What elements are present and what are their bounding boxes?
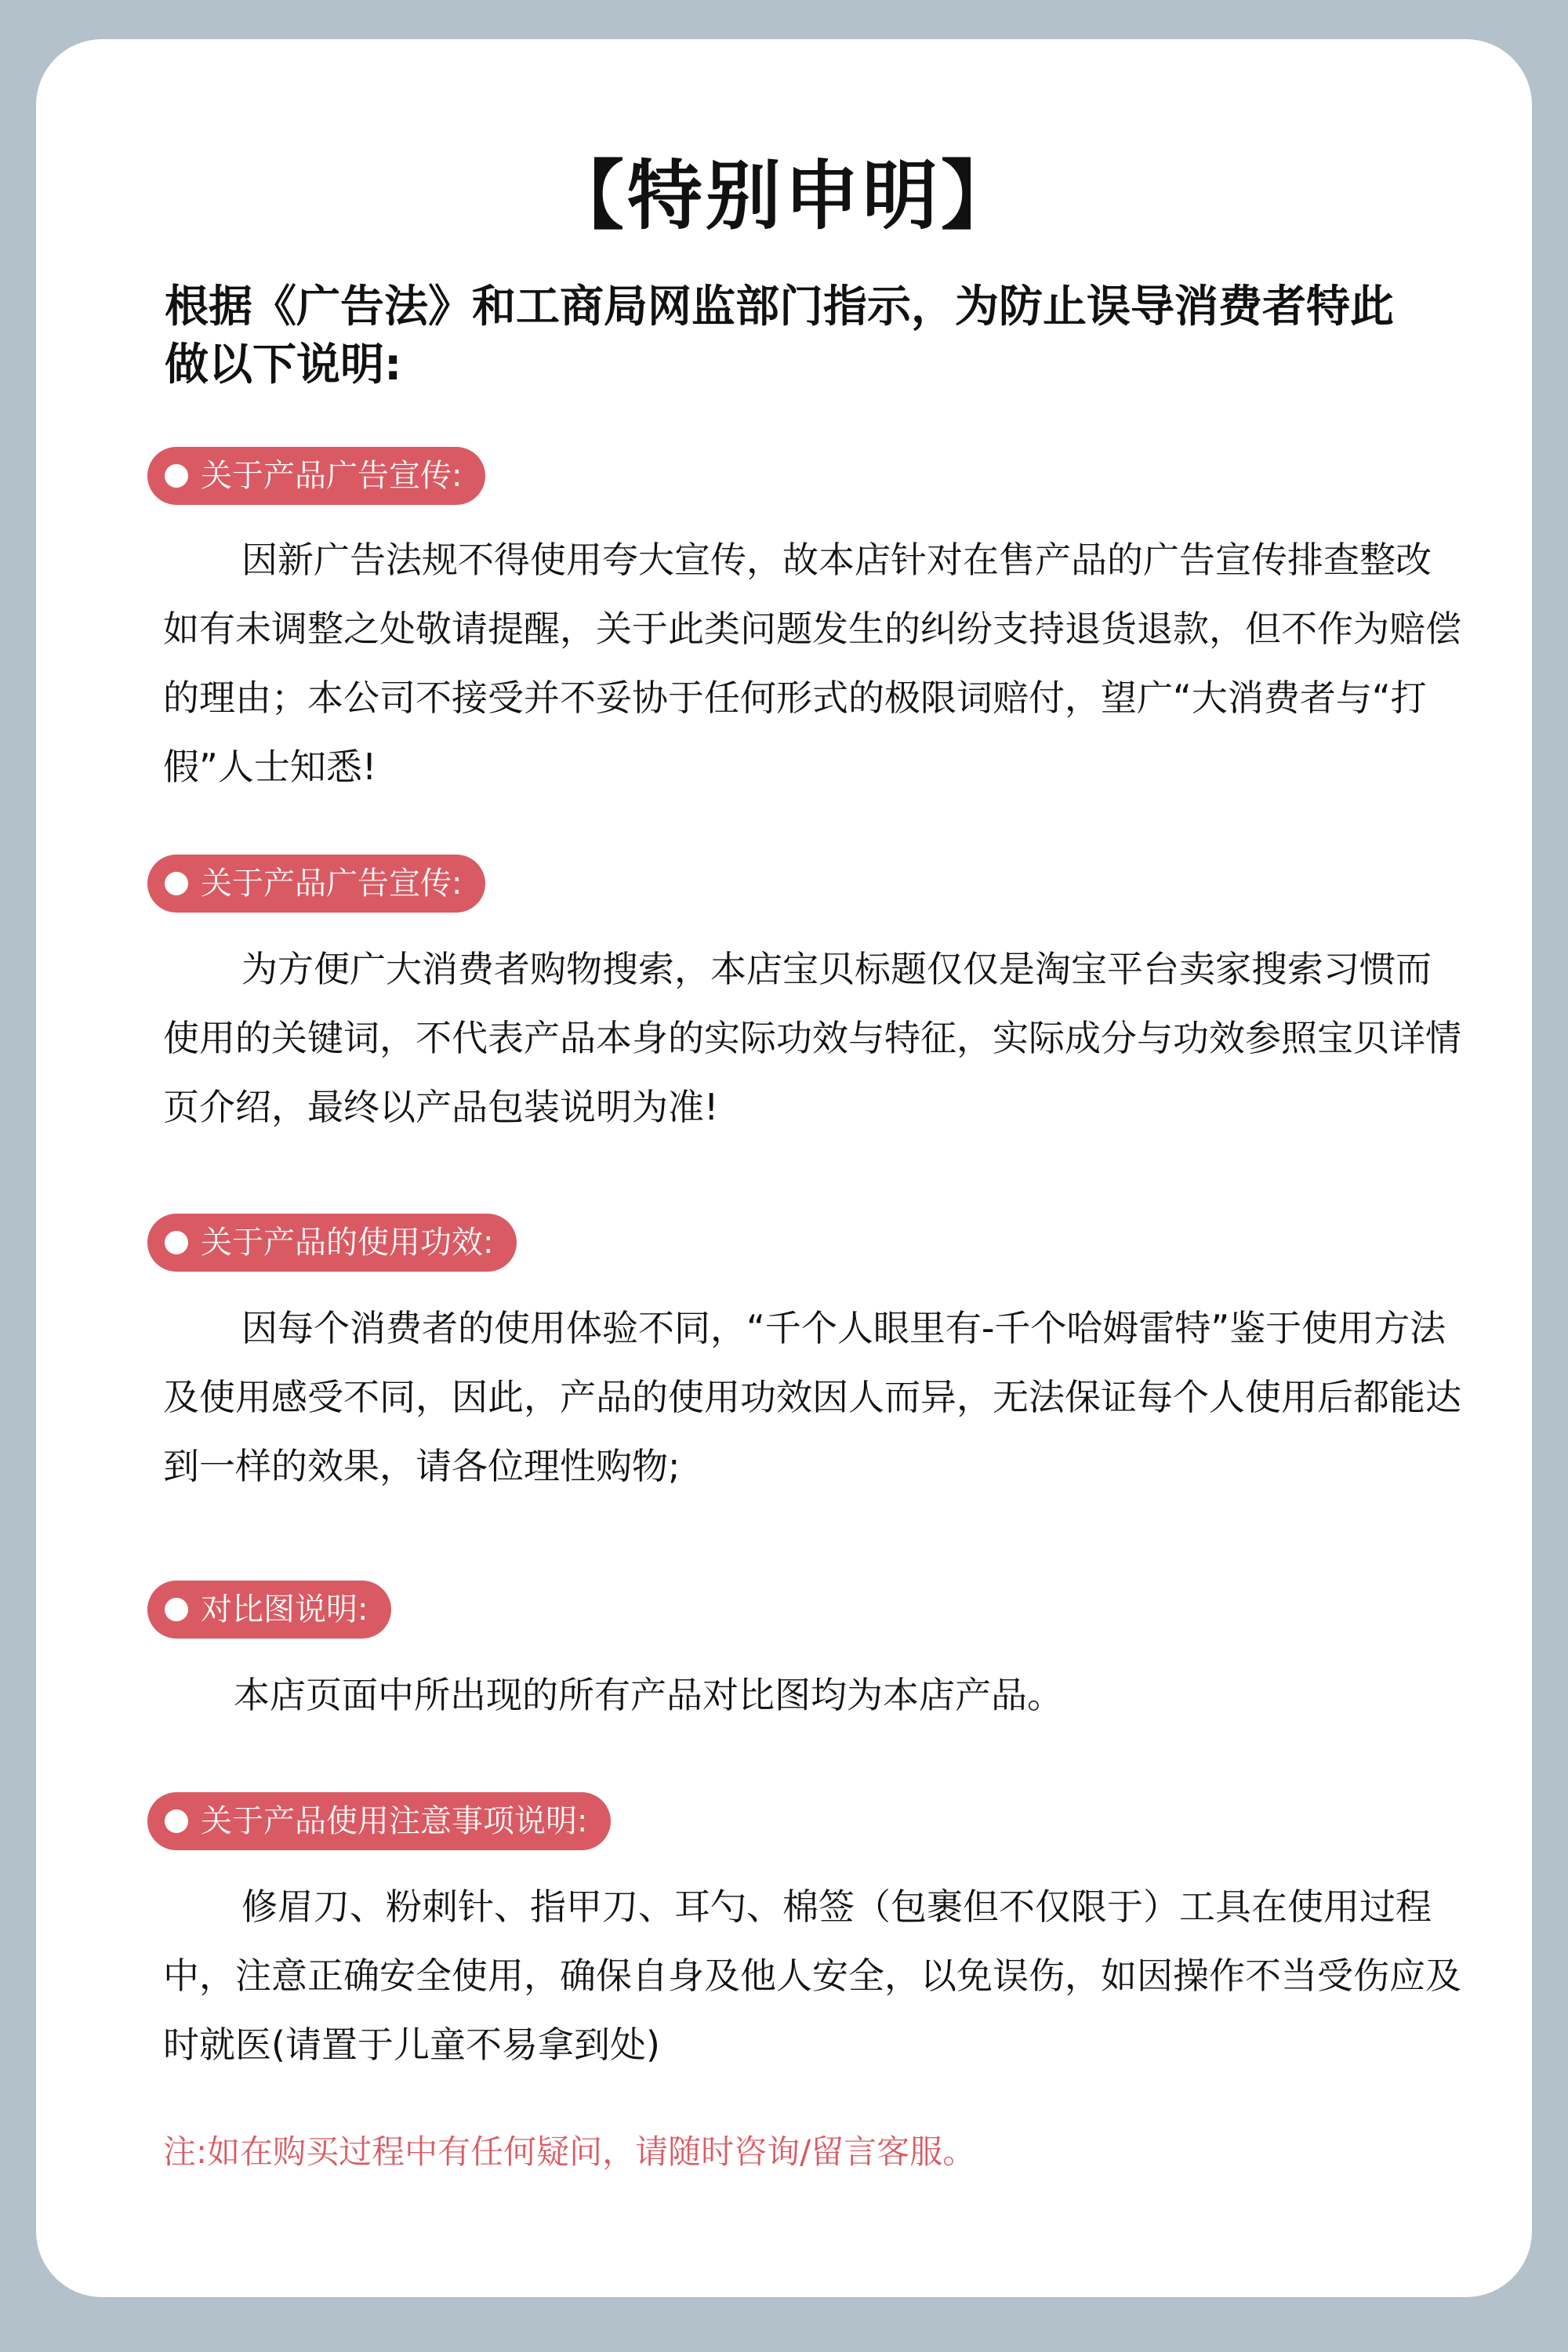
section-badge-ad-promotion-2 xyxy=(147,855,485,913)
section-text-comparison: 本店页面中所出现的所有产品对比图均为本店产品。 xyxy=(234,1674,1063,1716)
intro-text: 根据《广告法》和工商局网监部门指示，为防止误导消费者特此做以下说明: xyxy=(165,281,1394,390)
section-label: 关于产品的使用功效: xyxy=(201,1225,494,1261)
footer-note: 注:如在购买过程中有任何疑问，请随时咨询/留言客服。 xyxy=(163,2132,976,2171)
section-text-ad-promotion-1: 因新广告法规不得使用夸大宣传，故本店针对在售产品的广告宣传排查整改如有未调整之处敬请提醒，关于此类问题发生的纠纷支持退货退款，但不作为赔偿的理由；本公司不接受并不妥协于任何形式的极限词赔付，望广“大消费者与“打假”人士知悉! xyxy=(163,539,1461,788)
bullet-dot-icon xyxy=(165,1809,188,1833)
section-text-ad-promotion-2: 为方便广大消费者购物搜索，本店宝贝标题仅仅是淘宝平台卖家搜索习惯而使用的关键词，不代表产品本身的实际功效与特征，实际成分与功效参照宝贝详情页介绍，最终以产品包装说明为准! xyxy=(163,948,1461,1128)
section-text-usage-notes: 修眉刀、粉刺针、指甲刀、耳勺、棉签（包裹但不仅限于）工具在使用过程中，注意正确安全使用，确保自身及他人安全，以免误伤，如因操作不当受伤应及时就医(请置于儿童不易拿到处) xyxy=(163,1886,1461,2066)
section-badge-ad-promotion-1 xyxy=(147,447,485,505)
bullet-dot-icon xyxy=(165,1598,188,1621)
section-label: 关于产品广告宣传: xyxy=(201,866,463,902)
section-badge-usage-effect xyxy=(147,1214,517,1272)
section-badge-usage-notes xyxy=(147,1792,611,1850)
section-text-usage-effect: 因每个消费者的使用体验不同，“千个人眼里有-千个哈姆雷特”鉴于使用方法及使用感受不同，因此，产品的使用功效因人而异，无法保证每个人使用后都能达到一样的效果，请各位理性购物; xyxy=(163,1307,1461,1487)
bullet-dot-icon xyxy=(165,1231,188,1254)
bullet-dot-icon xyxy=(165,464,188,488)
section-label: 关于产品广告宣传: xyxy=(201,458,463,494)
page-title: 【特别申明】 xyxy=(549,152,1019,240)
section-label: 关于产品使用注意事项说明: xyxy=(201,1803,588,1839)
bullet-dot-icon xyxy=(165,872,188,895)
section-badge-comparison xyxy=(147,1581,391,1639)
section-label: 对比图说明: xyxy=(201,1592,368,1628)
